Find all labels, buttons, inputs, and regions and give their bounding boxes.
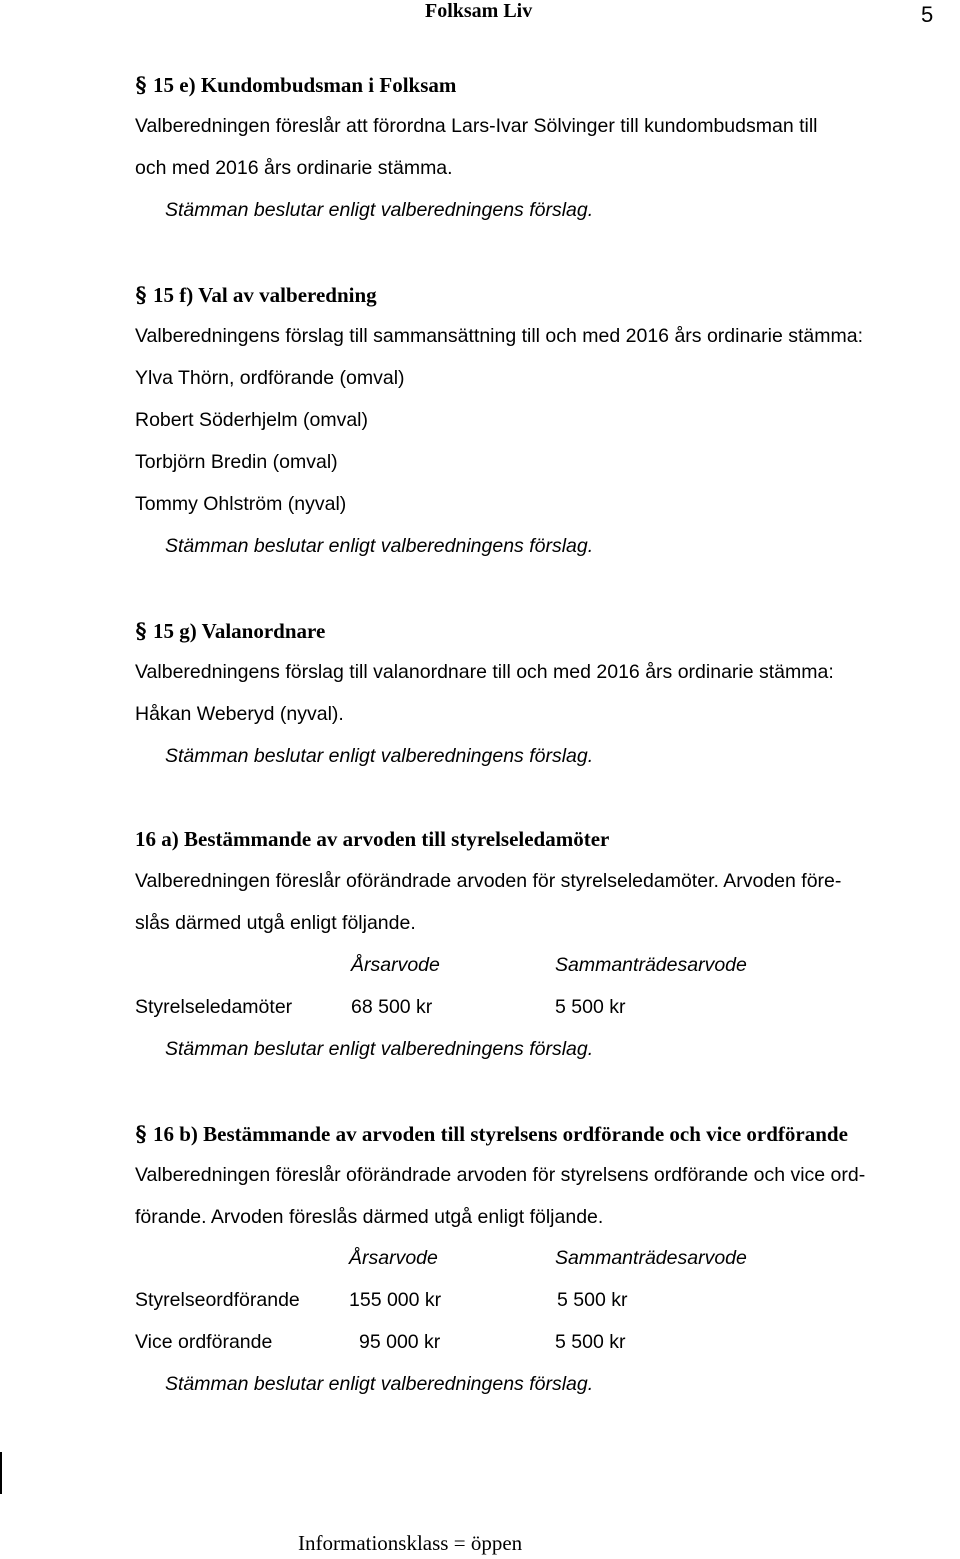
table-row-label: Styrelseordförande — [135, 1289, 300, 1311]
paragraph-mark-icon: § — [135, 72, 147, 97]
information-class-footer: Informationsklass = öppen — [298, 1531, 523, 1555]
page-number: 5 — [921, 2, 934, 27]
document-header-title: Folksam Liv — [425, 0, 533, 22]
section-15f-line-1: Valberedningens förslag till sammansättning till och med 2016 års ordinarie stämma: — [135, 325, 864, 347]
paragraph-mark-icon: § — [135, 1121, 147, 1146]
section-16b-decision: Stämman beslutar enligt valberedningens förslag. — [165, 1373, 594, 1395]
table-header-meeting: Sammanträdesarvode — [555, 1247, 747, 1269]
section-15g-decision: Stämman beslutar enligt valberedningens förslag. — [165, 745, 594, 767]
section-15e-line-2: och med 2016 års ordinarie stämma. — [135, 157, 453, 179]
table-row-annual: 155 000 kr — [349, 1289, 442, 1311]
section-16a-decision: Stämman beslutar enligt valberedningens förslag. — [165, 1038, 594, 1060]
table-row-meeting: 5 500 kr — [557, 1289, 628, 1311]
section-16b-heading — [135, 1121, 848, 1147]
section-16a-line-2: slås därmed utgå enligt följande. — [135, 912, 416, 934]
section-15f-heading — [135, 282, 377, 308]
section-15g-title: 15 g) Valanordnare — [153, 619, 326, 643]
section-15e-heading — [135, 72, 456, 98]
table-row-meeting: 5 500 kr — [555, 1331, 626, 1353]
section-15f-line-4: Torbjörn Bredin (omval) — [135, 451, 338, 473]
section-16a-line-1: Valberedningen föreslår oförändrade arvoden för styrelseledamöter. Arvoden före- — [135, 870, 842, 892]
section-16b-title: 16 b) Bestämmande av arvoden till styrelsens ordförande och vice ordförande — [153, 1122, 848, 1146]
table-row-annual: 95 000 kr — [359, 1331, 441, 1353]
table-row-annual: 68 500 kr — [351, 996, 433, 1018]
table-header-meeting: Sammanträdesarvode — [555, 954, 747, 976]
section-15f-title: 15 f) Val av valberedning — [153, 283, 377, 307]
table-row-label: Vice ordförande — [135, 1331, 273, 1353]
paragraph-mark-icon: § — [135, 282, 147, 307]
section-15e-line-1: Valberedningen föreslår att förordna Lars-Ivar Sölvinger till kundombudsman till — [135, 115, 818, 137]
section-15f-line-3: Robert Söderhjelm (omval) — [135, 409, 369, 431]
table-row-label: Styrelseledamöter — [135, 996, 293, 1018]
section-15f-decision: Stämman beslutar enligt valberedningens förslag. — [165, 535, 594, 557]
section-16a-title: 16 a) Bestämmande av arvoden till styrelseledamöter — [135, 827, 610, 851]
section-15f-line-5: Tommy Ohlström (nyval) — [135, 493, 347, 515]
paragraph-mark-icon: § — [135, 618, 147, 643]
section-15e-decision: Stämman beslutar enligt valberedningens förslag. — [165, 199, 594, 221]
section-15f-line-2: Ylva Thörn, ordförande (omval) — [135, 367, 405, 389]
section-15g-line-1: Valberedningens förslag till valanordnare till och med 2016 års ordinarie stämma: — [135, 661, 834, 683]
table-header-annual: Årsarvode — [351, 954, 440, 976]
section-15g-heading — [135, 618, 325, 644]
table-header-annual: Årsarvode — [349, 1247, 438, 1269]
section-16b-line-1: Valberedningen föreslår oförändrade arvoden för styrelsens ordförande och vice ord- — [135, 1164, 866, 1186]
section-15e-title: 15 e) Kundombudsman i Folksam — [153, 73, 457, 97]
section-15g-line-2: Håkan Weberyd (nyval). — [135, 703, 344, 725]
table-row-meeting: 5 500 kr — [555, 996, 626, 1018]
margin-change-bar — [0, 1452, 2, 1494]
section-16b-line-2: förande. Arvoden föreslås därmed utgå enligt följande. — [135, 1206, 604, 1228]
